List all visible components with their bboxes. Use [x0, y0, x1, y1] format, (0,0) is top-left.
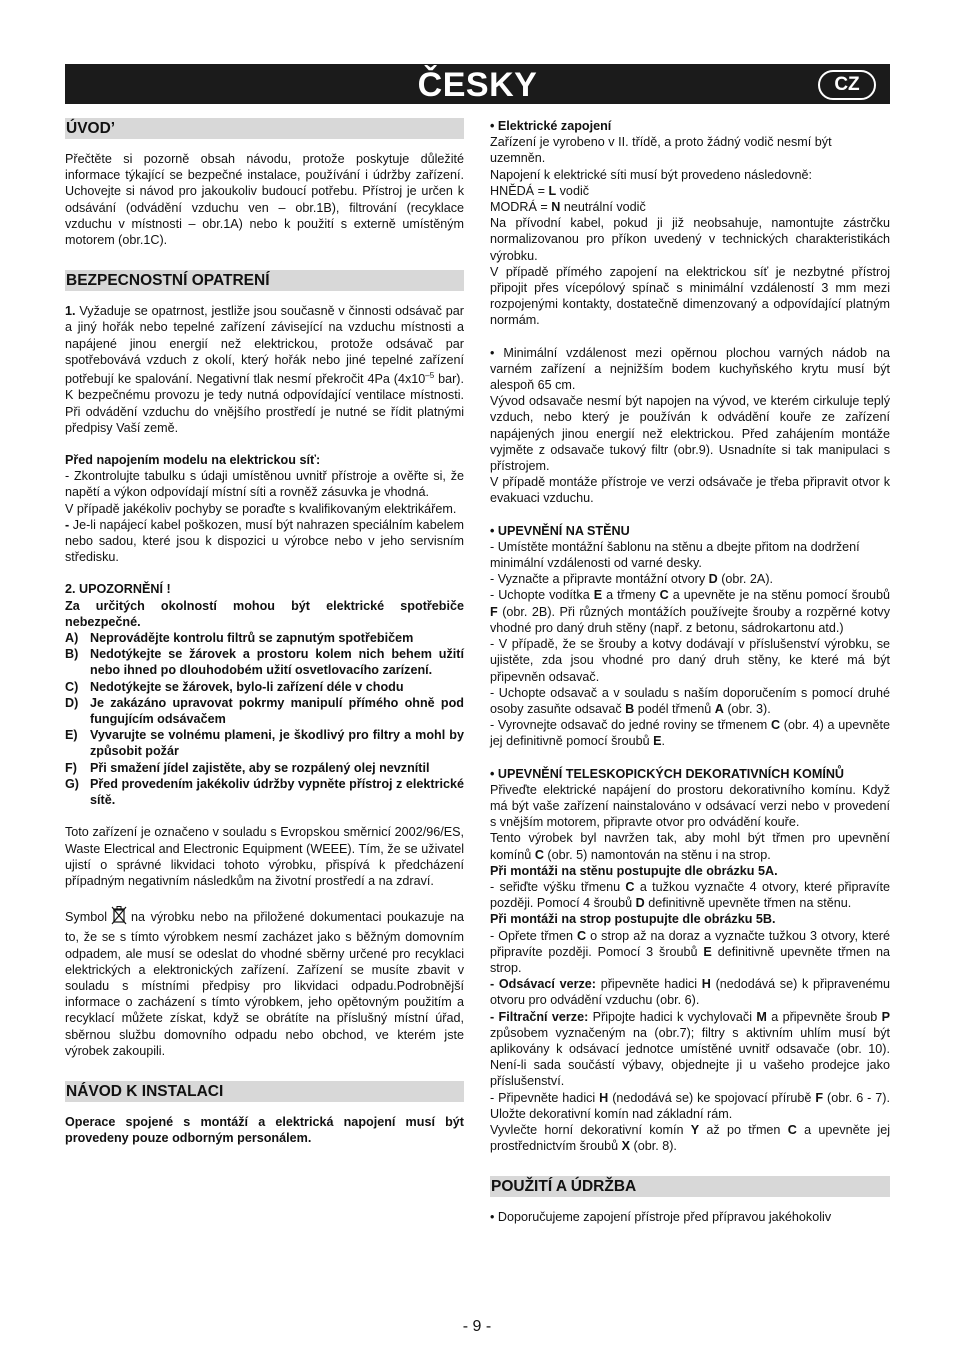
part-code: D — [635, 896, 645, 911]
section-heading-install: NÁVOD K INSTALACI — [65, 1081, 464, 1102]
telescopic-step: Přiveďte elektrické napájení do prostoru dekorativního komínu. Když má být vaše zařízení nainstalováno v odsávací verzi nebo v provedení s vnějším motorem, připravte otvor pro odvádění kouře. — [490, 782, 890, 830]
part-code: E — [703, 944, 712, 959]
telescopic-step — [490, 879, 890, 911]
wire-brown-code: L — [548, 183, 557, 198]
connect-title: Před napojením modelu na elektrickou síť: — [65, 453, 321, 468]
warning-item — [65, 630, 464, 646]
telescopic-text: (obr. 8). — [630, 1139, 677, 1154]
telescopic-subtitle: Při montáži na stěnu postupujte dle obrázku 5A. — [490, 863, 778, 878]
telescopic-step — [490, 1009, 890, 1090]
warning-item — [65, 646, 464, 678]
warning-item — [65, 695, 464, 727]
wall-title: • UPEVNĚNÍ NA STĚNU — [490, 523, 630, 538]
wall-step-text: a upevněte je na stěnu pomocí šroubů — [668, 588, 890, 603]
telescopic-text: Vyvlečte horní dekorativní komín — [490, 1122, 691, 1137]
weee-symbol-paragraph — [65, 905, 464, 1059]
part-code: E — [653, 734, 662, 749]
part-code: H — [701, 977, 711, 992]
warning-text: Před provedením jakékoliv údržby vypněte přístroj z elektrické sítě. — [90, 776, 464, 808]
elec-title: • Elektrické zapojení — [490, 119, 612, 133]
telescopic-text: připevněte hadici — [596, 977, 702, 992]
wire-blue-code: N — [551, 200, 561, 215]
warning-key: B) — [65, 647, 79, 662]
telescopic-text: Tento výrobek byl navržen tak, aby mohl být třmen pro upevnění komínů — [490, 831, 890, 862]
telescopic-text: (nedodává se) k připravenému otvoru pro odvádění vzduchu (obr. 6). — [490, 977, 890, 1008]
section-heading-use: POUŽITÍ A ÚDRŽBA — [490, 1176, 890, 1197]
telescopic-text: - Připevněte hadici — [490, 1090, 600, 1105]
part-code: C — [577, 928, 587, 943]
warning-item — [65, 679, 464, 695]
telescopic-text: o strop až na doraz a vyznačte tužkou 3 otvory, které připravíte později. Pomocí 3 šroubů — [490, 928, 890, 959]
warning-key: D) — [65, 695, 79, 710]
elec-text: V případě přímého zapojení na elektrickou síť je nezbytné přístroj připojit přes vícepólový spínač s minimální vzdáleností 3 mm mezi rozpojenými kontakty, dostatečně dimenzovaný a odpovídající platným normám. — [490, 264, 890, 328]
part-code: C — [534, 847, 544, 862]
part-code: F — [815, 1090, 824, 1105]
wire-brown — [490, 183, 890, 199]
wire-blue-desc: neutrální vodič — [560, 200, 646, 215]
wall-step — [490, 571, 890, 587]
warning-text: Vyvarujte se volnému plameni, je škodlivý pro filtry a mohl by způsobit požár — [90, 728, 464, 759]
warning-item — [65, 727, 464, 759]
part-code: C — [625, 879, 635, 894]
wall-step-text: - Vyrovnejte odsavač do jedné roviny se třmenem — [490, 718, 771, 733]
telescopic-title: • UPEVNĚNÍ TELESKOPICKÝCH DEKORATIVNÍCH KOMÍNŮ — [490, 766, 845, 781]
warning-item — [65, 776, 464, 808]
part-code: F — [490, 604, 498, 619]
wall-step-text: (obr. 4) a upevněte jej definitivně pomocí šroubů — [490, 718, 891, 749]
safety-number: 1. — [65, 304, 76, 319]
elec-text: Na přívodní kabel, pokud ji již neobsahuje, namontujte zástrčku normalizovanou pro příkon uvedený v technických charakteristikách výrobku. — [490, 216, 890, 263]
language-badge: CZ — [818, 70, 876, 100]
telescopic-text: a tužkou vyznačte 4 otvory, které připravíte později. Pomocí 4 šroubů — [490, 879, 890, 911]
weee-symbol-text: na výrobku nebo na přiložené dokumentaci poukazuje na to, že se s tímto výrobkem nesmí zacházet jako s běžným domovním odpadem, ale musí se odeslat do vhodné sběrny určené pro recyklaci elektrických a elektronických zařízení. Zařízení se musíte zbavit v souladu s místními předpisy pro likvidaci odpadu.Podrobnější informace o zacházení s tímto výrobkem, jeho opětovným použitím a recyklací můžete získat, když se obrátíte na příslušný místní úřad, sběrnou službu domovního odpadu nebo obchod, ve kterém jste výrobek zakoupili. — [65, 910, 464, 1058]
elec-text: Napojení k elektrické síti musí být provedeno následovně: — [490, 167, 813, 182]
install-text: Operace spojené s montáží a elektrická napojení musí být provedeny pouze odborným personálem. — [65, 1114, 464, 1146]
wall-step — [490, 717, 890, 749]
left-column — [65, 118, 464, 1146]
telescopic-text: způsobem vyznačeným na (obr.7); filtry s aktivním uhlím musí být aplikovány k odsávací jednotce umístěné uvnitř odsavače (obr. 10). Není-li sada součástí výbavy, objednejte ji u vašeho prodejce jako příslušenství. — [490, 1025, 890, 1089]
connect-item — [65, 517, 464, 566]
telescopic-step — [490, 928, 890, 977]
part-code: C — [787, 1122, 797, 1137]
warning-intro: Za určitých okolností mohou být elektrické spotřebiče nebezpečné. — [65, 598, 464, 629]
wire-blue — [490, 199, 890, 215]
warning-key: C) — [65, 679, 79, 694]
telescopic-step — [490, 976, 890, 1008]
safety-exponent: –5 — [425, 371, 435, 381]
outlet-text: Vývod odsavače nesmí být napojen na vývod, ve kterém cirkuluje teplý vzduch, nebo který je používán k odvádění kouře ze zařízení napájených jinou energií než elektrickou. Před zahájením montáže vyjměte z odsavače tukový filtr (obr.9). Usnadníte si tak manipulaci s přístrojem. — [490, 394, 890, 474]
wall-step: - V případě, že se šrouby a kotvy dodávají v příslušenství výrobku, se ujistěte, zda jsou vhodné pro daný druh stěny, ke které má být připevněn odsavač. — [490, 637, 890, 684]
warning-key: F) — [65, 760, 77, 775]
wire-brown-desc: vodič — [556, 183, 590, 198]
connect-item: V případě jakékoliv pochyby se poraďte s kvalifikovaným elektrikářem. — [65, 501, 457, 516]
wire-blue-label: MODRÁ = — [490, 200, 552, 215]
wall-step-text: (obr. 3). — [723, 701, 771, 716]
telescopic-text: definitivně upevněte třmen na strop. — [490, 944, 890, 975]
wall-step-text: a třmeny — [602, 588, 660, 603]
wall-step-text: - Vyznačte a připravte montážní otvory — [490, 572, 709, 587]
connect-item: - Zkontrolujte tabulku s údaji umístěnou uvnitř přístroje a ověřte si, že napětí a výkon odpovídají místní síti a rovněž zásuvka je vhodná. — [65, 469, 464, 500]
telescopic-text: (obr. 5) namontován na stěnu i na strop. — [543, 847, 771, 862]
connect-text: Je-li napájecí kabel poškozen, musí být nahrazen speciálním kabelem nebo sadou, které jsou k dispozici u výrobce nebo v jeho servisním středisku. — [65, 517, 464, 565]
page-number: - 9 - — [462, 1318, 492, 1335]
telescopic-text: a upevněte jej prostřednictvím šroubů — [490, 1122, 891, 1154]
part-code: B — [625, 701, 635, 716]
elec-text: Zařízení je vyrobeno v II. třídě, a proto žádný vodič nesmí být uzemněn. — [490, 135, 832, 166]
part-code: C — [659, 588, 669, 603]
right-column — [490, 118, 890, 1226]
part-code: H — [599, 1090, 609, 1105]
telescopic-text: - seřiďte výšku třmenu — [490, 879, 626, 894]
min-distance-text: • Minimální vzdálenost mezi opěrnou plochou varných nádob na varném zařízení a nejnižším bodem kuchyňského krytu musí být alespoň 65 cm. — [490, 345, 890, 393]
telescopic-text: (obr. 6 - 7). Uložte dekorativní komín nad základní rám. — [490, 1090, 890, 1121]
part-code: M — [756, 1009, 767, 1024]
warning-text: Nedotýkejte se žárovek, bylo-li zařízení déle v chodu — [90, 679, 404, 694]
version-label: - Odsávací verze: — [490, 977, 596, 992]
telescopic-text: až po třmen — [699, 1122, 788, 1137]
warning-item — [65, 760, 464, 776]
warning-key: G) — [65, 776, 79, 791]
wire-brown-label: HNĚDÁ = — [490, 183, 549, 198]
warning-title: 2. UPOZORNĚNÍ ! — [65, 582, 171, 597]
wall-step-text: - Uchopte vodítka — [490, 588, 594, 603]
telescopic-step — [490, 1090, 890, 1122]
part-code: P — [881, 1009, 890, 1024]
warning-text: Je zakázáno upravovat pokrmy manipulí přímého ohně pod fungujícím odsávačem — [90, 695, 464, 727]
warning-text: Při smažení jídel zajistěte, aby se rozpálený olej nevznítil — [90, 760, 430, 775]
wall-step-text: . — [661, 734, 666, 749]
telescopic-text: Připojte hadici k vychylovači — [588, 1009, 757, 1024]
wall-step-text: podél třmenů — [634, 701, 715, 716]
section-heading-safety: BEZPECNOSTNÍ OPATRENÍ — [65, 270, 464, 291]
version-label: - Filtrační verze: — [490, 1009, 589, 1024]
safety-text-a: Vyžaduje se opatrnost, jestliže jsou současně v činnosti odsávač par a jiný hořák nebo tepelné zařízení závisející na vzduchu místnosti a napájené jinou energií než elektrickou, protože odsávač par spotřebovává vzduch z okolí, který hořák nebo jiné tepelné zařízení potřebují ke spalování. Negativní tlak nesmí překročit 4Pa (4x10 — [65, 304, 464, 387]
telescopic-text: (nedodává se) ke spojovací přírubě — [608, 1090, 816, 1105]
warning-text: Neprovádějte kontrolu filtrů se zapnutým spotřebičem — [90, 631, 414, 646]
warning-key: E) — [65, 728, 78, 743]
crossed-bin-icon — [111, 905, 127, 929]
warning-key: A) — [65, 631, 79, 646]
wall-step-text: (obr. 2A). — [717, 572, 774, 587]
use-text: • Doporučujeme zapojení přístroje před přípravou jakéhokoliv — [490, 1210, 832, 1225]
safety-text-b: bar). K bezpečnému provozu je tedy nutná odpovídající ventilace místnosti. Při odvádění vzduchu do vnějšího prostředí je nutné se řídit platnými předpisy Vaší země. — [65, 372, 464, 435]
uvod-text: Přečtěte si pozorně obsah návodu, protože poskytuje důležité informace týkající se bezpečné instalace, používání i údržby zařízení. Uchovejte si návod pro jakoukoliv budoucí potřebu. Přístroj je určen k odsávání (odvádění vzduchu ven – obr.1B), filtrování (recyklace vzduchu v místnosti – obr.1A) nebo k použití s externě umístěným motorem (obr.1C). — [65, 152, 464, 248]
telescopic-subtitle: Při montáži na strop postupujte dle obrázku 5B. — [490, 912, 776, 927]
safety-paragraph — [65, 303, 464, 436]
part-code: X — [621, 1139, 630, 1154]
page-title: ČESKY — [417, 66, 538, 104]
wall-step-text: - Uchopte odsavač a v souladu s naším doporučením s pomocí druhé osoby zasuňte odsavač — [490, 685, 890, 716]
weee-symbol-label: Symbol — [65, 910, 107, 925]
outlet-text: V případě montáže přístroje ve verzi odsávače je třeba připravit otvor k evakuaci vzduchu. — [490, 475, 890, 506]
language-banner — [65, 64, 890, 104]
telescopic-text: - Opřete třmen — [490, 928, 577, 943]
section-heading-uvod: ÚVOD’ — [65, 118, 464, 139]
warning-text: Nedotýkejte se žárovek a prostoru kolem nich behem užití nebo ihned po dlouhodobém užití osvetlovacího zarízení. — [90, 647, 464, 678]
part-code: D — [708, 572, 718, 587]
part-code: A — [714, 701, 724, 716]
telescopic-text: a připevněte šroub — [766, 1009, 882, 1024]
telescopic-text: definitivně upevněte třmen na stěnu. — [644, 896, 852, 911]
weee-paragraph: Toto zařízení je označeno v souladu s Evropskou směrnicí 2002/96/ES, Waste Electrical and Electronic Equipment (WEEE). Tím, že se uživatel ujistí o správné likvidaci tohoto výrobku, přispívá k předcházení případným negativním následkům na životní prostředí a na zdraví. — [65, 825, 464, 888]
connect-dash: - — [65, 517, 70, 532]
part-code: E — [593, 588, 603, 603]
wall-step — [490, 587, 890, 636]
telescopic-step — [490, 1122, 890, 1154]
part-code: C — [770, 718, 781, 733]
wall-step — [490, 685, 890, 717]
wall-step: - Umístěte montážní šablonu na stěnu a dbejte přitom na dodržení minimální vzdálenosti od varné desky. — [490, 539, 860, 571]
wall-step-text: (obr. 2B). Při různých montážích používejte šrouby a rozpěrné kotvy vhodné pro daný druh stěny (např. z betonu, sádrokartonu atd.) — [490, 604, 890, 635]
part-code: Y — [690, 1122, 700, 1137]
telescopic-step — [490, 830, 890, 862]
